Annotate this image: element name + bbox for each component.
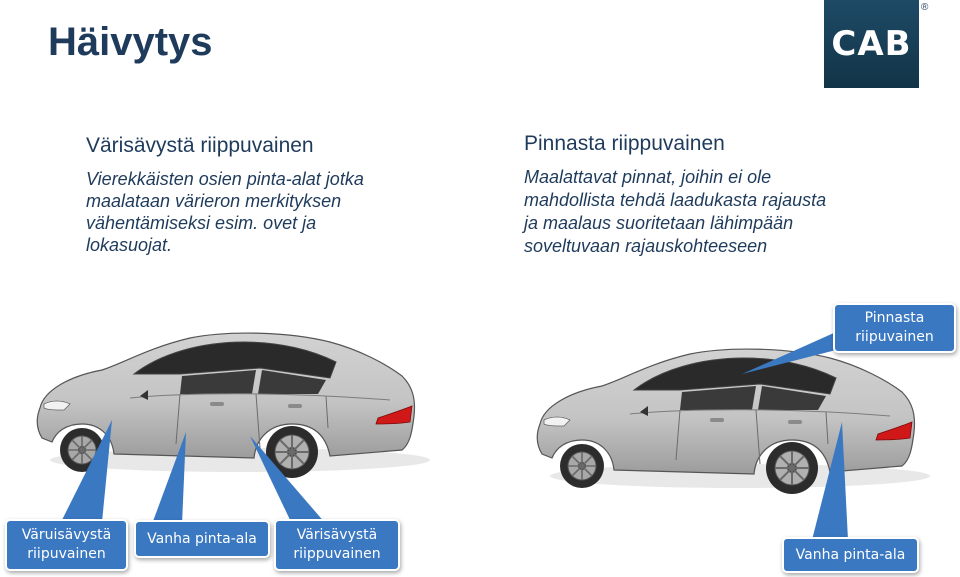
text-line: lokasuojat. — [86, 235, 173, 255]
text-line: Maalattavat pinnat, joihin ei ole — [524, 167, 772, 187]
callout-color-dependent-left — [5, 519, 128, 571]
text-line: soveltuvaan rajauskohteeseen — [524, 236, 768, 256]
text-line: ja maalaus suoritetaan lähimpään — [524, 213, 794, 233]
right-column-heading: Pinnasta riippuvainen — [524, 132, 725, 155]
callout-line: Vanha pinta-ala — [147, 530, 257, 547]
callout-line: Värisävystä — [296, 527, 378, 543]
callout-surface-dependent — [833, 303, 956, 353]
callout-line: riipuvainen — [27, 546, 106, 562]
callout-old-area-right — [782, 537, 919, 573]
text-line: mahdollista tehdä laadukasta rajausta — [524, 190, 827, 210]
callout-color-dependent-right — [274, 519, 400, 571]
text-line: vähentämiseksi esim. ovet ja — [86, 213, 317, 233]
registered-mark: ® — [921, 2, 929, 13]
callout-line: Vanha pinta-ala — [795, 546, 906, 563]
callout-line: Väruisävystä — [21, 527, 112, 543]
car-right — [537, 349, 930, 494]
text-line: Vierekkäisten osien pinta-alat jotka — [86, 169, 364, 189]
callout-line: riippuvainen — [293, 546, 381, 562]
cab-logo: CAB — [824, 0, 919, 88]
callout-line: riipuvainen — [855, 329, 934, 345]
text-line: maalataan värieron merkityksen — [86, 191, 342, 211]
left-column-heading: Värisävystä riippuvainen — [86, 134, 314, 157]
page-title: Häivytys — [48, 20, 213, 64]
callout-old-area-left — [134, 520, 270, 558]
callout-line: Pinnasta — [864, 310, 925, 326]
